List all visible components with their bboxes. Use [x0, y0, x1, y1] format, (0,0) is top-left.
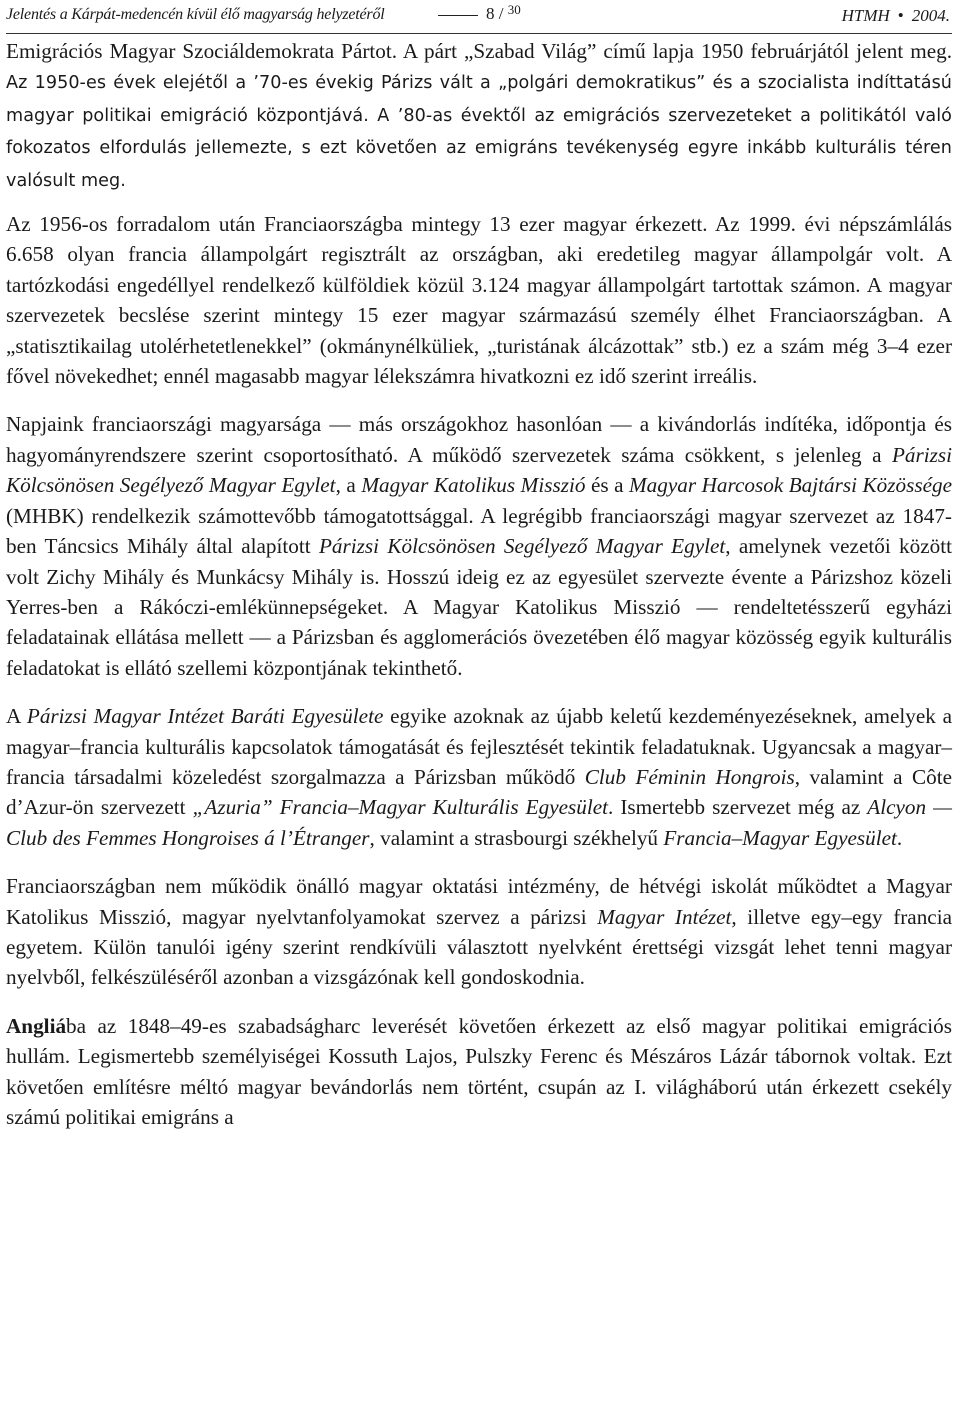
p3-text-5: , amelynek vezetői között volt Zichy Mihály és Munkácsy Mihály is. Hosszú ideig ez az egyesület szervezte évente a Párizshoz közeli Yerres-ben a Rákóczi-emlékünnepségeket. A Magyar Katolikus Misszió — rendeltetésszerű egyházi feladatainak ellátása mellett — a Párizsban és agglomerációs övezetében élő magyar közösség egyik kulturális feladatokat is ellátó szellemi központjának tekinthető.: [6, 534, 952, 680]
paragraph-1: [6, 36, 952, 196]
paragraph-6: [6, 1011, 952, 1133]
p4-text-3: , valamint a Côte d’Azur-ön szervezett: [6, 764, 952, 820]
document-body: [6, 36, 952, 1132]
paragraph-1-sentence-2: Az 1950-es évek elejétől a ’70-es évekig Párizs vált a „polgári demokratikus” és a szocialista indíttatású magyar politikai emigráció központjává. A ’80-as évektől az emigrációs szervezeteket a politikától való fokozatos elfordulás jellemezte, s ezt követően az emigráns tevékenység egyre inkább kulturális téren valósult meg.: [6, 73, 952, 191]
page-total: 30: [507, 2, 521, 17]
p4-org-name-2: Club Féminin Hongrois: [584, 764, 795, 789]
page-number: [438, 2, 521, 24]
paragraph-3: [6, 409, 952, 683]
p3-text-1: Napjaink franciaországi magyarsága — más országokhoz hasonlóan — a kivándorlás indítéka, időpontja és hagyományrendszere szerint csoportosítható. A működő szervezetek száma csökkent, s jelenleg a: [6, 412, 952, 467]
p4-text-2: egyike azoknak az újabb keletű kezdeményezéseknek, amelyek a magyar–francia kulturális kapcsolatok támogatását és fejlesztését tekintik feladatuknak. Ugyancsak a magyar–francia társadalmi közeledést szorgalmazza a Párizsban működő: [6, 704, 952, 789]
header-year: 2004.: [911, 6, 950, 25]
page-header: [6, 2, 950, 28]
bullet-separator: •: [897, 6, 904, 25]
paragraph-2: Az 1956-os forradalom után Franciaországba mintegy 13 ezer magyar érkezett. Az 1999. évi népszámlálás 6.658 olyan francia állampolgárt regisztrált az országban, aki eredetileg magyar állampolgár volt. A tartózkodási engedéllyel rendelkező külföldiek közül 3.124 magyar állampolgárt tartottak számon. A magyar szervezetek becslése szerint mintegy 15 ezer magyar származású személy élhet Franciaországban. A „statisztikailag utolérhetetlenekkel” (okmánynélküliek, „turistának álcázottak” stb.) ez a szám még 3–4 ezer fővel növekedhet; ennél magasabb magyar lélekszámra hivatkozni ez idő szerint irreális.: [6, 212, 952, 389]
p6-text-1: ba az 1848–49-es szabadságharc leverését követően érkezett az első magyar politikai emigrációs hullám. Legismertebb személyiségei Kossuth Lajos, Pulszky Ferenc és Mészáros Lázár tábornok voltak. Ezt követően említésre méltó magyar bevándorlás nem történt, csupán az I. világháború után érkezett csekély számú politikai emigráns a: [6, 1013, 952, 1129]
header-document-title: Jelentés a Kárpát-medencén kívül élő magyarság helyzetéről: [6, 6, 385, 23]
p3-org-name-4: Párizsi Kölcsönösen Segélyező Magyar Egylet: [318, 534, 726, 559]
p3-text-2: , a: [335, 473, 362, 498]
p4-org-name-5: Francia–Magyar Egyesület: [663, 825, 897, 850]
paragraph-4: [6, 701, 952, 853]
p5-org-name-1: Magyar Intézet: [597, 904, 732, 929]
header-divider: [6, 33, 952, 34]
p4-org-name-4: Alcyon — Club des Femmes Hongroises á l’Étranger: [6, 795, 952, 850]
p4-text-1: A: [6, 704, 27, 729]
p4-text-5: , valamint a strasbourgi székhelyű: [369, 825, 664, 850]
p4-text-6: .: [896, 825, 903, 850]
p3-org-name-2: Magyar Katolikus Misszió: [361, 473, 586, 498]
p5-text-1: Franciaországban nem működik önálló magyar oktatási intézmény, de hétvégi iskolát működtet a Magyar Katolikus Misszió, magyar nyelvtanfolyamokat szervez a párizsi: [6, 874, 952, 929]
paragraph-1-sentence-1: Emigrációs Magyar Szociáldemokrata Pártot. A párt „Szabad Világ” című lapja 1950 februárjától jelent meg.: [6, 39, 952, 63]
p5-text-2: , illetve egy–egy francia egyetem. Külön tanulói igény szerint rendkívüli választott nyelvként érettségi vizsgát lehet tenni magyar nyelvből, felkészüléséről azonban a vizsgázónak kell gondoskodnia.: [6, 904, 953, 990]
p3-org-name-3: Magyar Harcosok Bajtársi Közössége: [629, 473, 952, 498]
header-publisher: [842, 6, 950, 26]
p3-text-4: (MHBK) rendelkezik számottevőbb támogatottsággal. A legrégibb franciaországi magyar szervezet az 1847-ben Táncsics Mihály által alapított: [6, 503, 952, 559]
p3-text-3: és a: [585, 473, 630, 498]
p6-country-highlight: Angliá: [6, 1013, 67, 1038]
p4-text-4: . Ismertebb szervezet még az: [608, 795, 868, 820]
p4-org-name-1: Párizsi Magyar Intézet Baráti Egyesülete: [26, 704, 384, 729]
page-current: 8: [486, 4, 495, 23]
paragraph-5: [6, 871, 952, 993]
page-number-rule: [438, 15, 478, 16]
page-separator: /: [498, 4, 504, 23]
p3-org-name-1: Párizsi Kölcsönösen Segélyező Magyar Egylet: [6, 442, 952, 498]
publisher-name: HTMH: [841, 6, 890, 25]
p4-org-name-3: „Azuria” Francia–Magyar Kulturális Egyesület: [192, 795, 609, 820]
